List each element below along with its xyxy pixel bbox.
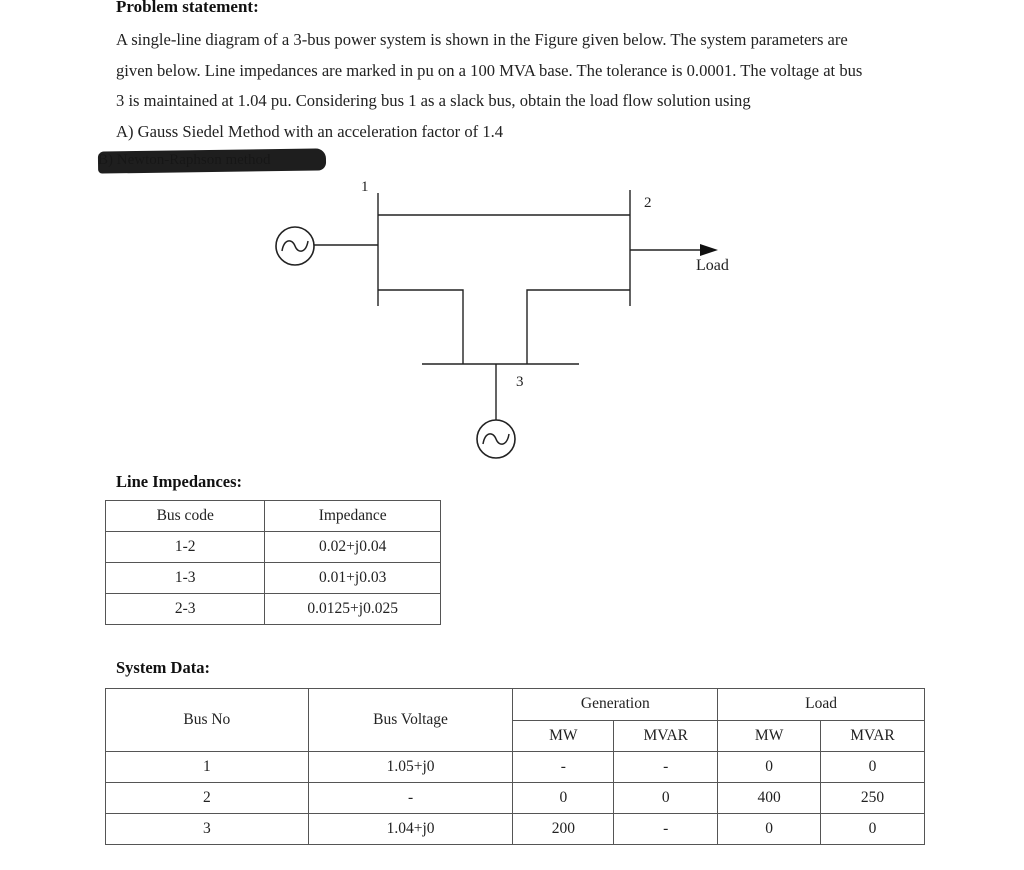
bus-no-cell: 2 bbox=[106, 783, 309, 814]
problem-line-1: A single-line diagram of a 3-bus power system is shown in the Figure given below. The system parameters are bbox=[116, 30, 848, 49]
table-row bbox=[106, 594, 441, 625]
table-header-row bbox=[106, 689, 925, 721]
generator-1-icon bbox=[276, 227, 314, 265]
problem-line-4: A) Gauss Siedel Method with an acceleration factor of 1.4 bbox=[116, 121, 504, 141]
line-impedance-table bbox=[105, 500, 441, 625]
bus-voltage-cell: 1.04+j0 bbox=[308, 814, 513, 845]
table-header-row bbox=[106, 501, 441, 532]
system-data-title: System Data: bbox=[116, 658, 210, 677]
gen-mw-cell: - bbox=[513, 752, 614, 783]
bus-3-label: 3 bbox=[516, 374, 524, 390]
bus-voltage-cell: - bbox=[308, 783, 513, 814]
gen-mw-cell: 0 bbox=[513, 783, 614, 814]
bus-code-cell: 1-2 bbox=[106, 532, 265, 563]
gen-mvar-cell: - bbox=[614, 752, 718, 783]
bus-voltage-cell: 1.05+j0 bbox=[308, 752, 513, 783]
header-gen-mw: MW bbox=[513, 720, 614, 752]
line-1-3 bbox=[378, 290, 463, 364]
header-load-mvar: MVAR bbox=[821, 720, 925, 752]
load-arrow-icon bbox=[700, 244, 718, 256]
header-load-mw: MW bbox=[718, 720, 821, 752]
load-mvar-cell: 0 bbox=[821, 752, 925, 783]
header-bus-no: Bus No bbox=[106, 689, 309, 752]
header-generation: Generation bbox=[513, 689, 718, 721]
load-mvar-cell: 0 bbox=[821, 814, 925, 845]
bus-no-cell: 3 bbox=[106, 814, 309, 845]
line-2-3 bbox=[527, 290, 630, 364]
bus-code-cell: 2-3 bbox=[106, 594, 265, 625]
problem-line-3: 3 is maintained at 1.04 pu. Considering bus 1 as a slack bus, obtain the load flow solution using bbox=[116, 91, 751, 110]
load-mvar-cell: 250 bbox=[821, 783, 925, 814]
gen-mvar-cell: 0 bbox=[614, 783, 718, 814]
table-row bbox=[106, 563, 441, 594]
load-mw-cell: 0 bbox=[718, 752, 821, 783]
header-load: Load bbox=[718, 689, 925, 721]
bus-no-cell: 1 bbox=[106, 752, 309, 783]
bus-1-label: 1 bbox=[361, 179, 369, 195]
gen-mw-cell: 200 bbox=[513, 814, 614, 845]
header-bus-code: Bus code bbox=[106, 501, 265, 532]
table-row bbox=[106, 532, 441, 563]
table-row bbox=[106, 814, 925, 845]
load-mw-cell: 0 bbox=[718, 814, 821, 845]
line-impedances-title: Line Impedances: bbox=[116, 472, 243, 491]
table-row bbox=[106, 783, 925, 814]
bus-code-cell: 1-3 bbox=[106, 563, 265, 594]
impedance-cell: 0.0125+j0.025 bbox=[265, 594, 441, 625]
gen-mvar-cell: - bbox=[614, 814, 718, 845]
load-label: Load bbox=[696, 257, 729, 274]
impedance-cell: 0.02+j0.04 bbox=[265, 532, 441, 563]
header-impedance: Impedance bbox=[265, 501, 441, 532]
load-mw-cell: 400 bbox=[718, 783, 821, 814]
problem-heading: Problem statement: bbox=[116, 0, 259, 16]
header-bus-voltage: Bus Voltage bbox=[308, 689, 513, 752]
bus-2-label: 2 bbox=[644, 195, 652, 211]
generator-3-icon bbox=[477, 420, 515, 458]
table-row bbox=[106, 752, 925, 783]
impedance-cell: 0.01+j0.03 bbox=[265, 563, 441, 594]
system-data-table bbox=[105, 688, 925, 845]
problem-line-2: given below. Line impedances are marked in pu on a 100 MVA base. The tolerance is 0.0001. The voltage at bus bbox=[116, 60, 863, 80]
header-gen-mvar: MVAR bbox=[614, 720, 718, 752]
